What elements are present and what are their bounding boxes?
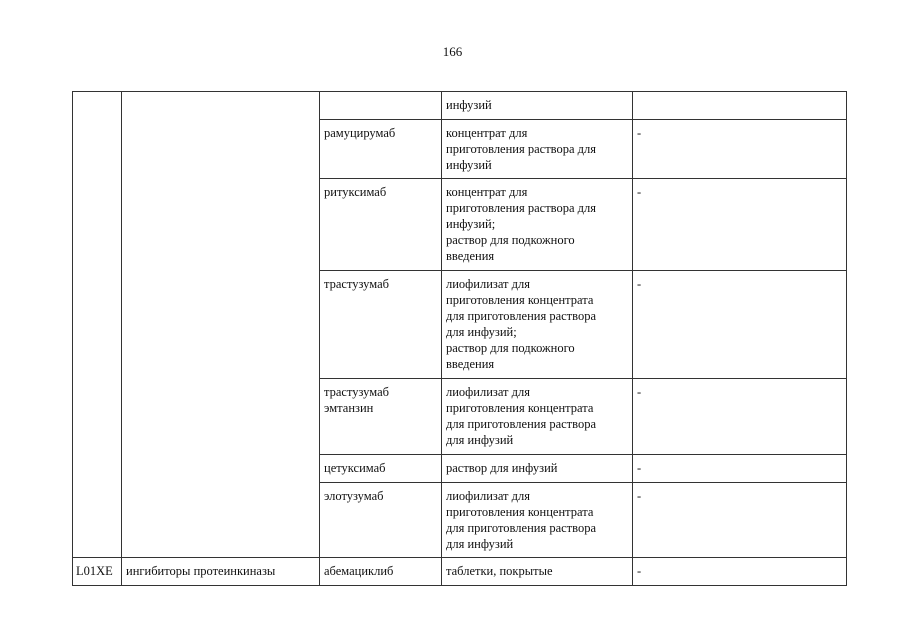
dosage-form-cell: лиофилизат для приготовления концентрата для приготовления раствора для инфузий; раствор для подкожного введения bbox=[442, 271, 633, 379]
atc-code-cell bbox=[73, 92, 122, 558]
dosage-form-cell: лиофилизат для приготовления концентрата для приготовления раствора для инфузий bbox=[442, 483, 633, 558]
note-cell bbox=[633, 92, 847, 120]
note-cell: - bbox=[633, 271, 847, 379]
dosage-form-cell: концентрат для приготовления раствора для инфузий; раствор для подкожного введения bbox=[442, 179, 633, 271]
drug-name-cell: трастузумаб bbox=[320, 271, 442, 379]
drug-name-cell: элотузумаб bbox=[320, 483, 442, 558]
drug-table bbox=[72, 91, 847, 586]
pharmacological-group-cell bbox=[122, 92, 320, 558]
drug-name-cell bbox=[320, 92, 442, 120]
note-cell: - bbox=[633, 120, 847, 179]
table-row bbox=[73, 92, 847, 120]
note-cell: - bbox=[633, 455, 847, 483]
note-cell: - bbox=[633, 179, 847, 271]
note-cell: - bbox=[633, 558, 847, 586]
drug-name-cell: трастузумаб эмтанзин bbox=[320, 379, 442, 455]
pharmacological-group-cell: ингибиторы протеинкиназы bbox=[122, 558, 320, 586]
table-row bbox=[73, 558, 847, 586]
drug-name-cell: цетуксимаб bbox=[320, 455, 442, 483]
atc-code-cell: L01XE bbox=[73, 558, 122, 586]
page-number: 166 bbox=[442, 44, 463, 59]
dosage-form-cell: лиофилизат для приготовления концентрата для приготовления раствора для инфузий bbox=[442, 379, 633, 455]
drug-name-cell: абемациклиб bbox=[320, 558, 442, 586]
drug-name-cell: рамуцирумаб bbox=[320, 120, 442, 179]
dosage-form-cell: раствор для инфузий bbox=[442, 455, 633, 483]
drug-name-cell: ритуксимаб bbox=[320, 179, 442, 271]
dosage-form-cell: концентрат для приготовления раствора для инфузий bbox=[442, 120, 633, 179]
dosage-form-cell: инфузий bbox=[442, 92, 633, 120]
note-cell: - bbox=[633, 483, 847, 558]
note-cell: - bbox=[633, 379, 847, 455]
dosage-form-cell: таблетки, покрытые bbox=[442, 558, 633, 586]
